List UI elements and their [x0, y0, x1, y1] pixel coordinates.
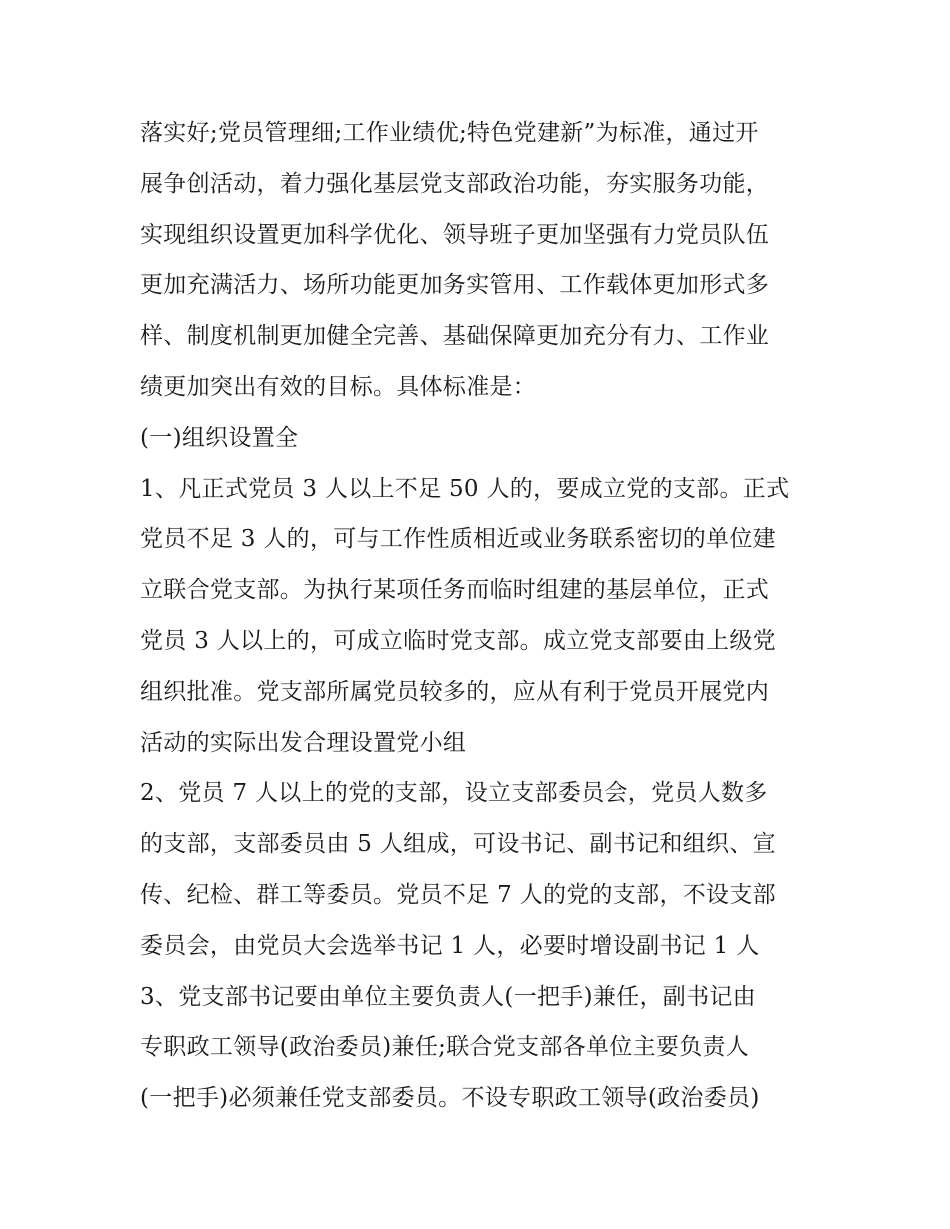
text-line: 的支部，支部委员由 5 人组成，可设书记、副书记和组织、宣	[140, 831, 776, 858]
text-line: 更加充满活力、场所功能更加务实管用、工作载体更加形式多	[140, 272, 770, 299]
section-heading: (一)组织设置全	[140, 424, 299, 451]
document-body	[140, 108, 820, 1124]
text-line: 活动的实际出发合理设置党小组	[140, 729, 467, 756]
text-line: 传、纪检、群工等委员。党员不足 7 人的党的支部，不设支部	[140, 881, 776, 908]
text-line: 3、党支部书记要由单位主要负责人(一把手)兼任，副书记由	[140, 983, 756, 1010]
text-line: 党员不足 3 人的，可与工作性质相近或业务联系密切的单位建	[140, 526, 776, 553]
text-line: 实现组织设置更加科学优化、领导班子更加坚强有力党员队伍	[140, 221, 770, 248]
text-line: 党员 3 人以上的，可成立临时党支部。成立党支部要由上级党	[140, 627, 776, 654]
text-line: 组织批准。党支部所属党员较多的，应从有利于党员开展党内	[140, 678, 770, 705]
text-line: 1、凡正式党员 3 人以上不足 50 人的，要成立党的支部。正式	[140, 475, 790, 502]
text-line: 落实好;党员管理细;工作业绩优;特色党建新”为标准，通过开	[140, 120, 759, 146]
text-line: (一把手)必须兼任党支部委员。不设专职政工领导(政治委员)	[140, 1085, 760, 1112]
text-line: 委员会，由党员大会选举书记 1 人，必要时增设副书记 1 人	[140, 932, 760, 959]
text-line: 展争创活动，着力强化基层党支部政治功能，夯实服务功能，	[140, 170, 770, 197]
text-line: 专职政工领导(政治委员)兼任;联合党支部各单位主要负责人	[140, 1034, 750, 1061]
text-line: 2、党员 7 人以上的党的支部，设立支部委员会，党员人数多	[140, 780, 768, 807]
text-line: 立联合党支部。为执行某项任务而临时组建的基层单位，正式	[140, 577, 770, 604]
text-line: 绩更加突出有效的目标。具体标准是：	[140, 373, 537, 400]
text-line: 样、制度机制更加健全完善、基础保障更加充分有力、工作业	[140, 323, 770, 350]
